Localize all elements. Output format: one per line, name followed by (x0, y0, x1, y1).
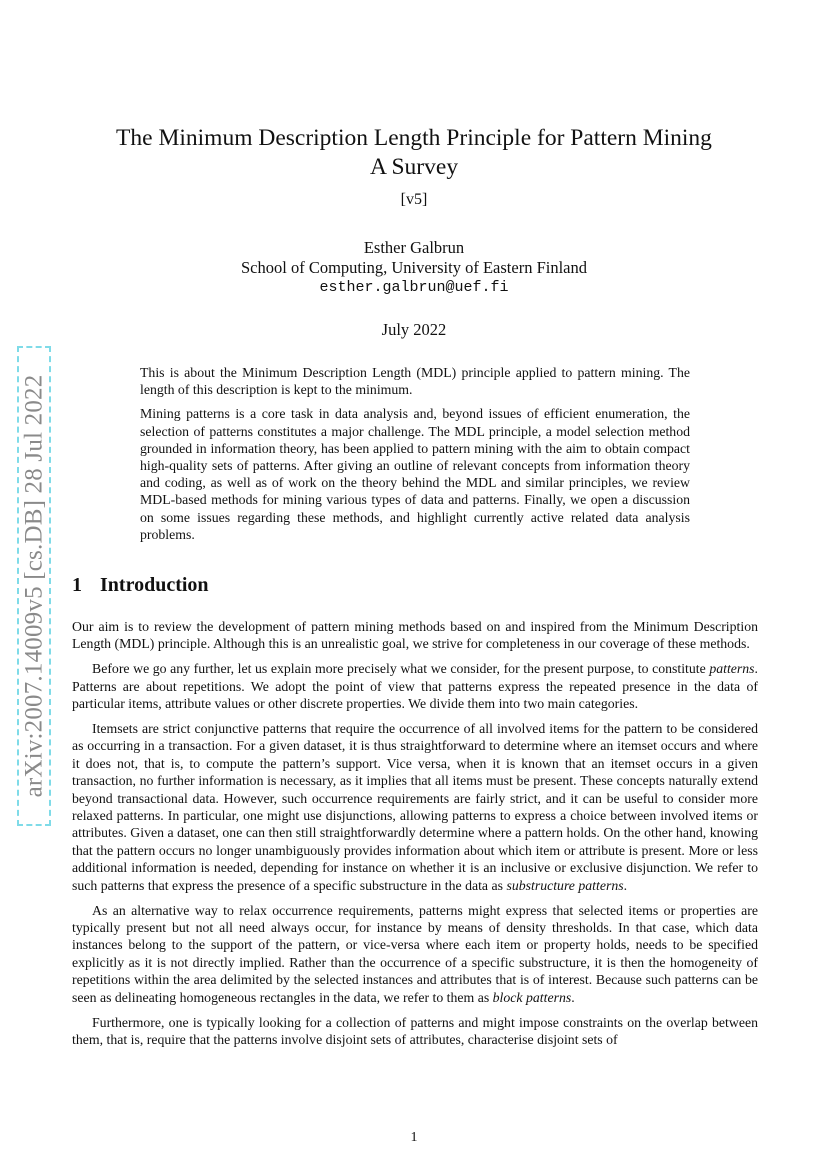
emphasis: substructure patterns (506, 877, 624, 893)
section-heading (72, 574, 209, 597)
body-paragraph (72, 902, 758, 1006)
body-text (72, 618, 758, 1056)
abstract-paragraph: Mining patterns is a core task in data analysis and, beyond issues of efficient enumeration, the selection of patterns constitutes a major challenge. The MDL principle, a model selection method grounded in information theory, has been applied to pattern mining with the aim to obtain compact high-quality sets of patterns. After giving an outline of relevant concepts from information theory and coding, as well as of work on the theory behind the MDL and similar principles, we review MDL-based methods for mining various types of data and patterns. Finally, we open a discussion on some issues regarding these methods, and highlight currently active related data analysis problems. (140, 406, 690, 542)
text-run: . Patterns are about repetitions. We adopt the point of view that patterns express the repeated presence in the data of particular items, attribute values or other discrete properties. We divide them into two main categories. (72, 661, 758, 712)
text-run: . (623, 877, 628, 893)
arxiv-identifier: arXiv:2007.14009v5 [cs.DB] 28 Jul 2022 (20, 374, 48, 798)
publication-date: July 2022 (381, 320, 447, 339)
section-number: 1 (72, 574, 82, 596)
text-run: Before we go any further, let us explain more precisely what we consider, for the present purpose, to constitute (92, 661, 710, 677)
author-block (0, 238, 828, 298)
section-title: Introduction (100, 574, 209, 596)
paper-title (0, 124, 828, 182)
body-paragraph (72, 720, 758, 894)
abstract (140, 364, 690, 550)
author-name: Esther Galbrun (363, 238, 465, 257)
version-label: [v5] (400, 191, 428, 208)
author-email: esther.galbrun@uef.fi (319, 279, 509, 296)
text-run: Itemsets are strict conjunctive patterns that require the occurrence of all involved items for the pattern to be considered as occurring in a transaction. For a given dataset, it is thus straightforward to determine where an itemset occurs and where it does not, that is, to compute the pattern’s support. Vice versa, when it is known that an itemset occurs in a given transaction, no further information is necessary, as it implies that all items must be present. These concepts naturally extend beyond transactional data. However, such occurrence requirements are fairly strict, and it can be useful to consider more relaxed patterns. In particular, one might use disjunctions, allowing patterns to express a choice between involved items or attributes. Given a dataset, one can then still straightforwardly determine where a pattern holds. On the other hand, knowing that the pattern occurs no longer unambiguously provides information about which item or attribute is present. More or less additional information is needed, depending for instance on whether it is an inclusive or exclusive disjunction. We refer to such patterns that express the presence of a specific substructure in the data as (72, 721, 758, 893)
abstract-paragraph: This is about the Minimum Description Length (MDL) principle applied to pattern mining. The length of this description is kept to the minimum. (140, 365, 690, 398)
body-paragraph (72, 660, 758, 712)
paper-title-line2: A Survey (369, 154, 459, 180)
body-paragraph: Our aim is to review the development of pattern mining methods based on and inspired from the Minimum Description Length (MDL) principle. Although this is an unrealistic goal, we strive for completeness in our coverage of these methods. (72, 619, 758, 652)
body-paragraph: Furthermore, one is typically looking for a collection of patterns and might impose constraints on the overlap between them, that is, require that the patterns involve disjoint sets of attributes, characterise disjoint sets of (72, 1014, 758, 1047)
text-run: . (571, 989, 575, 1005)
arxiv-stamp (17, 346, 51, 826)
author-affiliation: School of Computing, University of Eastern Finland (240, 258, 587, 277)
paper-title-line1: The Minimum Description Length Principle for Pattern Mining (116, 125, 712, 151)
page-number: 1 (410, 1130, 418, 1145)
emphasis: patterns (709, 661, 755, 677)
text-run: As an alternative way to relax occurrence requirements, patterns might express that selected items or properties are typically present but not all need always occur, for instance by means of density thresholds. In that case, which data instances belong to the support of the pattern, or vice-versa where each item or property holds, needs to be specified explicitly as it is not directly implied. Rather than the occurrence of a specific substructure, it is then the homogeneity of repetitions within the area delimited by the selected instances and attributes that is of interest. Because such patterns can be seen as delineating homogeneous rectangles in the data, we refer to them as (72, 902, 758, 1005)
emphasis: block patterns (492, 989, 572, 1005)
